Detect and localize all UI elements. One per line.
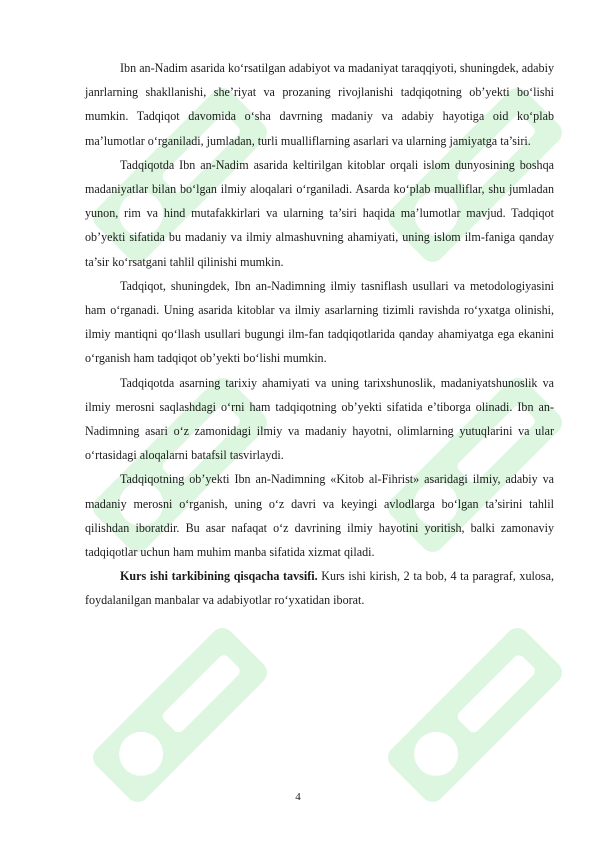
page-number: 4 (295, 791, 301, 803)
watermark-logo-icon (370, 610, 580, 820)
paragraph-text: Tadqiqotning ob’yekti Ibn an-Nadimning «Kitob al-Fihrist» asaridagi ilmiy, adabiy va madaniy merosni o‘rganish, uning o‘z davri va keyingi avlodlarga bo‘lgan ta’sirini tahlil qilishdan iboratdir. Bu asar nafaqat o‘z davrining ilmiy hayotini yoritish, balki zamonaviy tadqiqotlar uchun ham muhim manba sifatida xizmat qiladi. (85, 472, 554, 560)
paragraph-text: Tadqiqotda asarning tarixiy ahamiyati va uning tarixshunoslik, madaniyatshunoslik va ilmiy merosni saqlashdagi o‘rni ham tadqiqotning ob’yekti sifatida e’tiborga olinadi. Ibn an-Nadimning asari o‘z zamonidagi ilmiy va madaniy hayotni, olimlarning yutuqlarini va ular o‘rtasidagi aloqalarni batafsil tasvirlaydi. (85, 375, 554, 463)
paragraph (85, 371, 554, 468)
paragraph (85, 56, 554, 153)
body-text (85, 56, 554, 613)
paragraph (85, 274, 554, 371)
paragraph-text: Tadqiqotda Ibn an-Nadim asarida keltirilgan kitoblar orqali islom dunyosining boshqa madaniyatlar bilan bo‘lgan ilmiy aloqalari o‘rganiladi. Asarda ko‘plab mualliflar, shu jumladan yunon, rim va hind mutafakkirlari va ularning ta’siri haqida ma’lumotlar mavjud. Tadqiqot ob’yekti sifatida bu madaniy va ilmiy almashuvning ahamiyati, uning islom ilm-faniga qanday ta’sir ko‘rsatgani tahlil qilinishi mumkin. (85, 157, 554, 269)
paragraph-text: Ibn an-Nadim asarida ko‘rsatilgan adabiyot va madaniyat taraqqiyoti, shuningdek, adabiy janrlarning shakllanishi, she’riyat va prozaning rivojlanishi tadqiqotning ob’yekti bo‘lishi mumkin. Tadqiqot davomida o‘sha davrning madaniy va adabiy hayotiga oid ko‘plab ma’lumotlar o‘rganiladi, jumladan, turli mualliflarning asarlari va ularning jamiyatga ta’siri. (85, 61, 554, 148)
paragraph-text: Kurs ishi kirish, 2 ta bob, 4 ta paragraf, xulosa, foydalanilgan manbalar va adabiyotlar ro‘yxatidan iborat. (85, 569, 554, 608)
paragraph (85, 564, 554, 612)
paragraph-text: Tadqiqot, shuningdek, Ibn an-Nadimning ilmiy tasniflash usullari va metodologiyasini ham o‘rganadi. Uning asarida kitoblar va ilmiy asarlarning tizimli ravishda ro‘yxatga olinishi, ilmiy mantiqni qo‘llash usullari bugungi ilm-fan tadqiqotlarida qanday ahamiyatga ega ekanini o‘rganish ham tadqiqot ob’yekti bo‘lishi mumkin. (85, 278, 554, 366)
paragraph (85, 153, 554, 274)
paragraph-bold-lead: Kurs ishi tarkibining qisqacha tavsifi. (120, 569, 318, 584)
watermark-logo-icon (75, 610, 285, 820)
paragraph (85, 467, 554, 564)
